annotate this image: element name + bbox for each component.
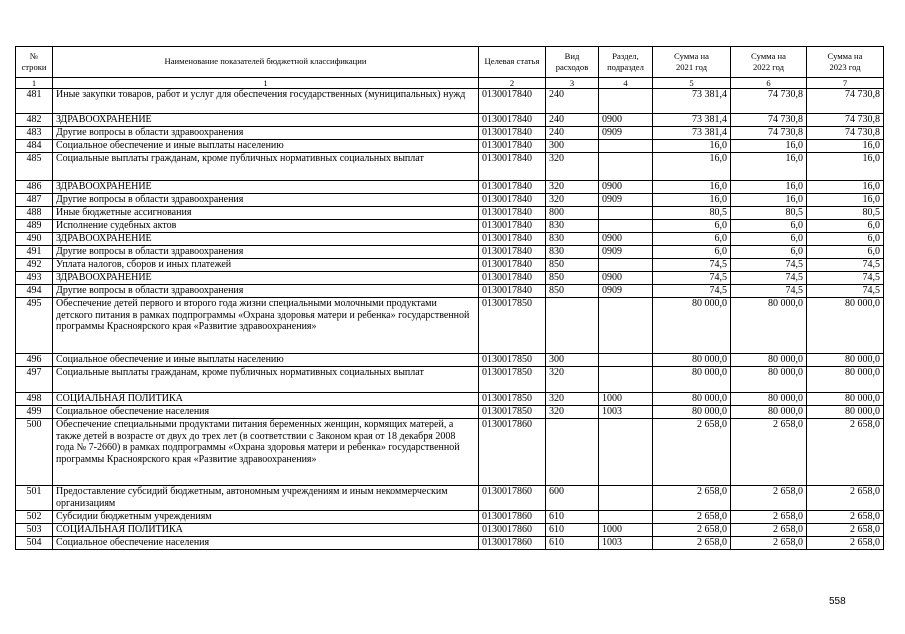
- budget-table: [15, 46, 884, 550]
- row-sum-2023: 74,5: [807, 272, 884, 285]
- row-sum-2022: 80,5: [731, 207, 807, 220]
- table-row: [16, 194, 884, 207]
- row-target-code: 0130017840: [479, 272, 546, 285]
- column-number: 1: [16, 78, 53, 89]
- row-number: 484: [16, 140, 53, 153]
- row-expense-type: 320: [546, 181, 599, 194]
- row-name: Иные бюджетные ассигнования: [53, 207, 479, 220]
- row-expense-type: 850: [546, 259, 599, 272]
- row-sum-2021: 80 000,0: [653, 298, 731, 354]
- header-code: Целевая статья: [479, 47, 546, 78]
- row-section: [599, 419, 653, 486]
- table-row: [16, 406, 884, 419]
- row-target-code: 0130017840: [479, 259, 546, 272]
- row-sum-2022: 2 658,0: [731, 511, 807, 524]
- table-row: [16, 354, 884, 367]
- row-sum-2022: 16,0: [731, 153, 807, 181]
- row-target-code: 0130017840: [479, 181, 546, 194]
- row-sum-2022: 74 730,8: [731, 89, 807, 114]
- row-sum-2021: 6,0: [653, 233, 731, 246]
- row-expense-type: 320: [546, 367, 599, 393]
- row-sum-2022: 80 000,0: [731, 354, 807, 367]
- row-number: 486: [16, 181, 53, 194]
- header-name: Наименование показателей бюджетной классификации: [53, 47, 479, 78]
- row-target-code: 0130017840: [479, 89, 546, 114]
- row-target-code: 0130017840: [479, 127, 546, 140]
- row-target-code: 0130017850: [479, 354, 546, 367]
- row-name: Социальное обеспечение населения: [53, 537, 479, 550]
- row-sum-2022: 16,0: [731, 194, 807, 207]
- row-sum-2023: 74 730,8: [807, 114, 884, 127]
- row-sum-2021: 2 658,0: [653, 511, 731, 524]
- row-section: 1000: [599, 393, 653, 406]
- row-number: 481: [16, 89, 53, 114]
- row-number: 503: [16, 524, 53, 537]
- table-row: [16, 207, 884, 220]
- row-target-code: 0130017850: [479, 367, 546, 393]
- row-target-code: 0130017850: [479, 298, 546, 354]
- row-number: 496: [16, 354, 53, 367]
- table-row: [16, 537, 884, 550]
- row-sum-2021: 2 658,0: [653, 537, 731, 550]
- row-sum-2023: 2 658,0: [807, 537, 884, 550]
- row-sum-2021: 73 381,4: [653, 127, 731, 140]
- row-target-code: 0130017840: [479, 114, 546, 127]
- row-number: 504: [16, 537, 53, 550]
- row-sum-2023: 80 000,0: [807, 298, 884, 354]
- row-sum-2022: 80 000,0: [731, 393, 807, 406]
- row-name: Уплата налогов, сборов и иных платежей: [53, 259, 479, 272]
- row-number: 483: [16, 127, 53, 140]
- row-sum-2022: 74,5: [731, 285, 807, 298]
- table-row: [16, 393, 884, 406]
- row-name: ЗДРАВООХРАНЕНИЕ: [53, 233, 479, 246]
- row-expense-type: 240: [546, 114, 599, 127]
- column-number: 4: [599, 78, 653, 89]
- row-expense-type: [546, 298, 599, 354]
- row-sum-2023: 80,5: [807, 207, 884, 220]
- table-row: [16, 246, 884, 259]
- row-sum-2022: 74,5: [731, 259, 807, 272]
- table-row: [16, 181, 884, 194]
- row-sum-2023: 6,0: [807, 246, 884, 259]
- row-number: 487: [16, 194, 53, 207]
- row-target-code: 0130017860: [479, 511, 546, 524]
- row-sum-2021: 73 381,4: [653, 89, 731, 114]
- row-name: СОЦИАЛЬНАЯ ПОЛИТИКА: [53, 393, 479, 406]
- row-sum-2023: 74,5: [807, 259, 884, 272]
- column-number-row: [16, 78, 884, 89]
- table-row: [16, 486, 884, 511]
- column-number: 7: [807, 78, 884, 89]
- row-section: [599, 207, 653, 220]
- row-sum-2023: 74,5: [807, 285, 884, 298]
- row-sum-2023: 2 658,0: [807, 419, 884, 486]
- table-row: [16, 153, 884, 181]
- row-name: Обеспечение специальными продуктами питания беременных женщин, кормящих матерей, а также детей в возрасте от двух до трех лет (в соответствии с Законом края от 18 декабря 2008 года № 7-2660) в рамках подпрограммы «Охрана здоровья матери и ребенка» государственной программы Красноярского края «Развитие здравоохранения»: [53, 419, 479, 486]
- row-name: Иные закупки товаров, работ и услуг для обеспечения государственных (муниципальных) нужд: [53, 89, 479, 114]
- row-number: 494: [16, 285, 53, 298]
- row-number: 501: [16, 486, 53, 511]
- row-sum-2022: 74 730,8: [731, 114, 807, 127]
- row-expense-type: 850: [546, 272, 599, 285]
- table-row: [16, 524, 884, 537]
- row-number: 491: [16, 246, 53, 259]
- row-expense-type: 240: [546, 89, 599, 114]
- table-row: [16, 419, 884, 486]
- row-section: 0909: [599, 127, 653, 140]
- row-number: 488: [16, 207, 53, 220]
- row-sum-2021: 80,5: [653, 207, 731, 220]
- row-sum-2023: 16,0: [807, 194, 884, 207]
- row-expense-type: 240: [546, 127, 599, 140]
- row-target-code: 0130017840: [479, 140, 546, 153]
- row-sum-2022: 16,0: [731, 181, 807, 194]
- table-row: [16, 89, 884, 114]
- row-expense-type: 300: [546, 140, 599, 153]
- row-section: [599, 89, 653, 114]
- row-name: ЗДРАВООХРАНЕНИЕ: [53, 114, 479, 127]
- row-target-code: 0130017850: [479, 406, 546, 419]
- row-expense-type: 610: [546, 524, 599, 537]
- table-row: [16, 272, 884, 285]
- column-number: 2: [479, 78, 546, 89]
- row-number: 493: [16, 272, 53, 285]
- row-name: СОЦИАЛЬНАЯ ПОЛИТИКА: [53, 524, 479, 537]
- table-row: [16, 127, 884, 140]
- page-number: 558: [829, 596, 846, 607]
- row-sum-2023: 74 730,8: [807, 89, 884, 114]
- row-sum-2021: 16,0: [653, 181, 731, 194]
- header-sum-2021: Сумма на 2021 год: [653, 47, 731, 78]
- table-row: [16, 511, 884, 524]
- table-row: [16, 259, 884, 272]
- row-section: 1003: [599, 406, 653, 419]
- row-expense-type: [546, 419, 599, 486]
- row-sum-2022: 80 000,0: [731, 367, 807, 393]
- row-number: 498: [16, 393, 53, 406]
- row-name: Исполнение судебных актов: [53, 220, 479, 233]
- row-section: 0909: [599, 194, 653, 207]
- row-sum-2023: 16,0: [807, 140, 884, 153]
- row-name: Другие вопросы в области здравоохранения: [53, 246, 479, 259]
- row-number: 497: [16, 367, 53, 393]
- row-number: 482: [16, 114, 53, 127]
- row-name: Предоставление субсидий бюджетным, автономным учреждениям и иным некоммерческим организациям: [53, 486, 479, 511]
- row-name: Социальное обеспечение и иные выплаты населению: [53, 354, 479, 367]
- row-number: 492: [16, 259, 53, 272]
- row-name: Другие вопросы в области здравоохранения: [53, 285, 479, 298]
- table-row: [16, 140, 884, 153]
- row-expense-type: 600: [546, 486, 599, 511]
- row-sum-2021: 80 000,0: [653, 406, 731, 419]
- table-row: [16, 367, 884, 393]
- row-number: 490: [16, 233, 53, 246]
- header-sum-2023: Сумма на 2023 год: [807, 47, 884, 78]
- row-sum-2023: 2 658,0: [807, 524, 884, 537]
- row-name: Другие вопросы в области здравоохранения: [53, 194, 479, 207]
- row-sum-2021: 74,5: [653, 259, 731, 272]
- row-sum-2021: 6,0: [653, 220, 731, 233]
- row-expense-type: 610: [546, 537, 599, 550]
- row-target-code: 0130017840: [479, 220, 546, 233]
- row-sum-2023: 16,0: [807, 181, 884, 194]
- row-sum-2022: 74 730,8: [731, 127, 807, 140]
- column-number: 3: [546, 78, 599, 89]
- row-section: [599, 298, 653, 354]
- row-expense-type: 830: [546, 220, 599, 233]
- row-target-code: 0130017860: [479, 537, 546, 550]
- row-sum-2022: 6,0: [731, 246, 807, 259]
- row-name: Другие вопросы в области здравоохранения: [53, 127, 479, 140]
- row-section: [599, 511, 653, 524]
- table-row: [16, 233, 884, 246]
- table-row: [16, 298, 884, 354]
- row-target-code: 0130017860: [479, 419, 546, 486]
- row-sum-2022: 2 658,0: [731, 486, 807, 511]
- row-name: Социальное обеспечение населения: [53, 406, 479, 419]
- row-sum-2021: 2 658,0: [653, 524, 731, 537]
- row-sum-2022: 2 658,0: [731, 419, 807, 486]
- row-expense-type: 610: [546, 511, 599, 524]
- row-section: [599, 354, 653, 367]
- row-sum-2023: 2 658,0: [807, 511, 884, 524]
- row-target-code: 0130017850: [479, 393, 546, 406]
- row-number: 495: [16, 298, 53, 354]
- row-target-code: 0130017840: [479, 194, 546, 207]
- header-num: № строки: [16, 47, 53, 78]
- row-sum-2023: 80 000,0: [807, 393, 884, 406]
- row-sum-2022: 80 000,0: [731, 406, 807, 419]
- row-sum-2023: 2 658,0: [807, 486, 884, 511]
- row-sum-2022: 2 658,0: [731, 537, 807, 550]
- row-section: [599, 486, 653, 511]
- row-name: ЗДРАВООХРАНЕНИЕ: [53, 181, 479, 194]
- row-section: 0909: [599, 285, 653, 298]
- row-section: [599, 140, 653, 153]
- row-section: 1003: [599, 537, 653, 550]
- row-number: 499: [16, 406, 53, 419]
- row-sum-2023: 6,0: [807, 233, 884, 246]
- row-expense-type: 320: [546, 153, 599, 181]
- row-target-code: 0130017840: [479, 207, 546, 220]
- row-section: 0900: [599, 114, 653, 127]
- row-sum-2023: 16,0: [807, 153, 884, 181]
- row-section: 0900: [599, 181, 653, 194]
- header-razd: Раздел, подраздел: [599, 47, 653, 78]
- row-sum-2021: 74,5: [653, 285, 731, 298]
- row-target-code: 0130017840: [479, 153, 546, 181]
- row-expense-type: 830: [546, 233, 599, 246]
- row-expense-type: 320: [546, 194, 599, 207]
- row-sum-2022: 2 658,0: [731, 524, 807, 537]
- row-target-code: 0130017840: [479, 233, 546, 246]
- row-section: [599, 153, 653, 181]
- row-target-code: 0130017860: [479, 524, 546, 537]
- row-name: Социальные выплаты гражданам, кроме публичных нормативных социальных выплат: [53, 367, 479, 393]
- row-name: Социальное обеспечение и иные выплаты населению: [53, 140, 479, 153]
- row-sum-2021: 80 000,0: [653, 367, 731, 393]
- row-number: 502: [16, 511, 53, 524]
- table-row: [16, 220, 884, 233]
- column-number: 5: [653, 78, 731, 89]
- row-target-code: 0130017840: [479, 246, 546, 259]
- row-section: [599, 259, 653, 272]
- row-sum-2022: 6,0: [731, 220, 807, 233]
- row-sum-2023: 80 000,0: [807, 354, 884, 367]
- row-section: [599, 367, 653, 393]
- row-name: Обеспечение детей первого и второго года жизни специальными молочными продуктами детского питания в рамках подпрограммы «Охрана здоровья матери и ребенка» государственной программы Красноярского края «Развитие здравоохранения»: [53, 298, 479, 354]
- row-sum-2021: 6,0: [653, 246, 731, 259]
- row-sum-2023: 74 730,8: [807, 127, 884, 140]
- column-number: 6: [731, 78, 807, 89]
- table-header-row: [16, 47, 884, 78]
- column-number: 1: [53, 78, 479, 89]
- row-expense-type: 850: [546, 285, 599, 298]
- row-sum-2021: 16,0: [653, 194, 731, 207]
- row-sum-2021: 80 000,0: [653, 393, 731, 406]
- row-target-code: 0130017860: [479, 486, 546, 511]
- row-expense-type: 300: [546, 354, 599, 367]
- table-body: [16, 89, 884, 550]
- row-sum-2021: 16,0: [653, 153, 731, 181]
- row-section: 0900: [599, 233, 653, 246]
- row-sum-2021: 16,0: [653, 140, 731, 153]
- row-target-code: 0130017840: [479, 285, 546, 298]
- row-name: Субсидии бюджетным учреждениям: [53, 511, 479, 524]
- row-expense-type: 320: [546, 406, 599, 419]
- row-name: Социальные выплаты гражданам, кроме публичных нормативных социальных выплат: [53, 153, 479, 181]
- row-expense-type: 830: [546, 246, 599, 259]
- row-sum-2023: 6,0: [807, 220, 884, 233]
- row-sum-2023: 80 000,0: [807, 406, 884, 419]
- table-row: [16, 285, 884, 298]
- row-expense-type: 320: [546, 393, 599, 406]
- header-sum-2022: Сумма на 2022 год: [731, 47, 807, 78]
- header-vid: Вид расходов: [546, 47, 599, 78]
- table-row: [16, 114, 884, 127]
- row-number: 489: [16, 220, 53, 233]
- row-sum-2022: 16,0: [731, 140, 807, 153]
- row-section: 0900: [599, 272, 653, 285]
- row-sum-2022: 74,5: [731, 272, 807, 285]
- row-sum-2022: 6,0: [731, 233, 807, 246]
- row-expense-type: 800: [546, 207, 599, 220]
- row-section: 1000: [599, 524, 653, 537]
- row-number: 500: [16, 419, 53, 486]
- row-name: ЗДРАВООХРАНЕНИЕ: [53, 272, 479, 285]
- row-section: 0909: [599, 246, 653, 259]
- row-sum-2021: 73 381,4: [653, 114, 731, 127]
- row-sum-2022: 80 000,0: [731, 298, 807, 354]
- row-sum-2021: 80 000,0: [653, 354, 731, 367]
- row-section: [599, 220, 653, 233]
- row-sum-2023: 80 000,0: [807, 367, 884, 393]
- row-sum-2021: 74,5: [653, 272, 731, 285]
- row-sum-2021: 2 658,0: [653, 419, 731, 486]
- row-number: 485: [16, 153, 53, 181]
- row-sum-2021: 2 658,0: [653, 486, 731, 511]
